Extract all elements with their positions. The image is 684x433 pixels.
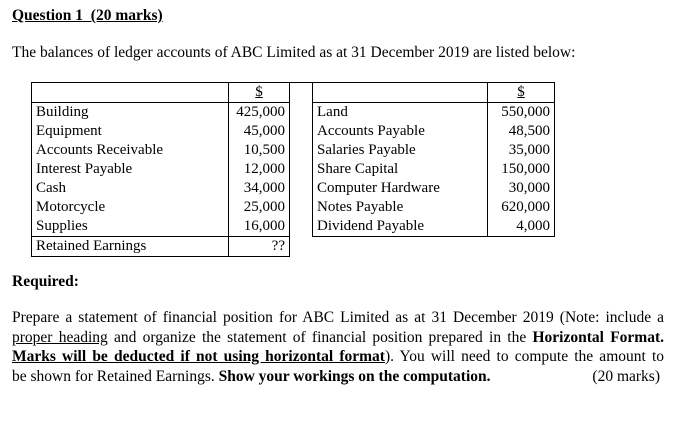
- table-row: [32, 179, 555, 198]
- instructions-line-2-mid: and organize the statement of financial position prepared in the: [107, 328, 533, 346]
- required-heading: Required:: [12, 273, 79, 290]
- instructions-line-4: [12, 367, 664, 387]
- left-account-balance: 16,000: [229, 217, 290, 237]
- table-row: [32, 160, 555, 179]
- table-row: [32, 122, 555, 141]
- spacer-cell: [290, 179, 313, 198]
- left-account-name: Equipment: [32, 122, 229, 141]
- marks-deducted-warning: Marks will be deducted if not using horizontal format: [12, 348, 385, 365]
- show-workings-text: Show your workings on the computation.: [218, 367, 491, 385]
- instructions-line-2: [12, 328, 664, 348]
- right-account-name: [313, 237, 488, 257]
- spacer-cell: [290, 103, 313, 123]
- horizontal-format-text: Horizontal Format.: [532, 328, 664, 346]
- right-account-balance: 35,000: [488, 141, 555, 160]
- spacer-cell: [290, 160, 313, 179]
- left-account-name: Cash: [32, 179, 229, 198]
- table-header-row: [32, 83, 555, 103]
- right-account-name: Land: [313, 103, 488, 123]
- right-account-balance: 150,000: [488, 160, 555, 179]
- right-account-balance: 48,500: [488, 122, 555, 141]
- instructions-paragraph: [12, 308, 664, 386]
- left-account-name: Motorcycle: [32, 198, 229, 217]
- right-account-name: Dividend Payable: [313, 217, 488, 237]
- right-account-name: Share Capital: [313, 160, 488, 179]
- question-title: Question 1 (20 marks): [12, 7, 163, 24]
- currency-header-right: $: [488, 83, 555, 103]
- ledger-balances-table: [31, 82, 555, 257]
- currency-header-left: $: [229, 83, 290, 103]
- right-account-name: Salaries Payable: [313, 141, 488, 160]
- spacer-cell: [290, 217, 313, 237]
- left-account-balance: 34,000: [229, 179, 290, 198]
- left-account-balance: 12,000: [229, 160, 290, 179]
- right-account-balance: 30,000: [488, 179, 555, 198]
- header-cell: [32, 83, 229, 103]
- right-account-balance: 620,000: [488, 198, 555, 217]
- left-account-balance: 25,000: [229, 198, 290, 217]
- left-account-name: Accounts Receivable: [32, 141, 229, 160]
- table-row: [32, 217, 555, 237]
- left-account-name: Interest Payable: [32, 160, 229, 179]
- table-row: [32, 141, 555, 160]
- proper-heading-text: proper heading: [12, 328, 108, 346]
- right-account-balance: 550,000: [488, 103, 555, 123]
- left-account-balance: ??: [229, 237, 290, 257]
- instructions-line-3: [12, 347, 664, 367]
- instructions-line-4-start: be shown for Retained Earnings.: [12, 367, 219, 385]
- spacer-cell: [290, 237, 313, 257]
- spacer-cell: [290, 198, 313, 217]
- left-account-name: Retained Earnings: [32, 237, 229, 257]
- right-account-name: Accounts Payable: [313, 122, 488, 141]
- left-account-balance: 10,500: [229, 141, 290, 160]
- right-account-name: Notes Payable: [313, 198, 488, 217]
- spacer-cell: [290, 141, 313, 160]
- left-account-balance: 45,000: [229, 122, 290, 141]
- right-account-balance: 4,000: [488, 217, 555, 237]
- spacer-cell: [290, 83, 313, 103]
- right-account-name: Computer Hardware: [313, 179, 488, 198]
- table-row: [32, 198, 555, 217]
- left-account-name: Supplies: [32, 217, 229, 237]
- table-row: [32, 237, 555, 257]
- right-account-balance: [488, 237, 555, 257]
- spacer-cell: [290, 122, 313, 141]
- header-cell: [313, 83, 488, 103]
- marks-label: (20 marks): [592, 367, 660, 385]
- table-row: [32, 103, 555, 123]
- left-account-name: Building: [32, 103, 229, 123]
- instructions-line-3-rest: ). You will need to compute the amount to: [384, 348, 665, 365]
- intro-text: The balances of ledger accounts of ABC Limited as at 31 December 2019 are listed below:: [12, 44, 576, 61]
- instructions-line-1: Prepare a statement of financial position for ABC Limited as at 31 December 2019 (Note: include a: [12, 309, 664, 326]
- left-account-balance: 425,000: [229, 103, 290, 123]
